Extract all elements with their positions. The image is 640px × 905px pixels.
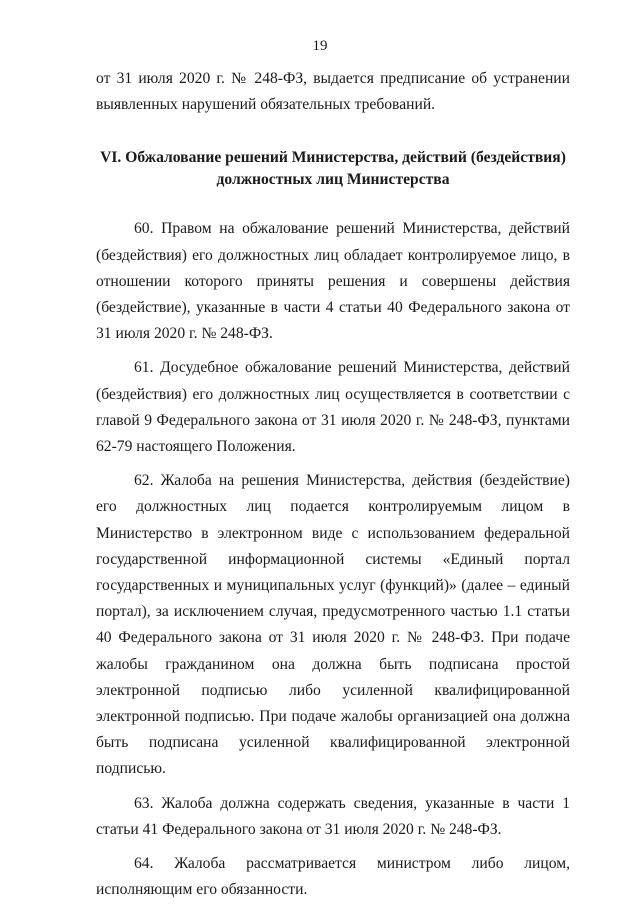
section-title-line-1: VI. Обжалование решений Министерства, действий (бездействия) — [100, 149, 566, 167]
paragraph-63: 63. Жалоба должна содержать сведения, указанные в части 1 статьи 41 Федерального закона от 31 июля 2020 г. № 248-ФЗ. — [96, 794, 570, 838]
paragraph-64: 64. Жалоба рассматривается министром либо лицом, исполняющим его обязанности. — [96, 855, 570, 899]
page-number: 19 — [312, 38, 328, 54]
document-body — [96, 66, 570, 903]
section-title — [96, 147, 570, 191]
intro-paragraph: от 31 июля 2020 г. № 248-ФЗ, выдается предписание об устранении выявленных нарушений обязательных требований. — [96, 70, 570, 114]
paragraph-62: 62. Жалоба на решения Министерства, действия (бездействие) его должностных лиц подается контролируемым лицом в Министерство в электронном виде с использованием федеральной государственной информационной системы «Единый портал государственных и муниципальных услуг (функций)» (далее – единый портал), за исключением случая, предусмотренного частью 1.1 статьи 40 Федерального закона от 31 июля 2020 г. № 248-ФЗ. При подаче жалобы гражданином она должна быть подписана простой электронной подписью либо усиленной квалифицированной электронной подписью. При подаче жалобы организацией она должна быть подписана усиленной квалифицированной электронной подписью. — [96, 472, 570, 778]
section-title-line-2: должностных лиц Министерства — [216, 171, 450, 189]
paragraph-60: 60. Правом на обжалование решений Министерства, действий (бездействия) его должностных лиц обладает контролируемое лицо, в отношении которого приняты решения и совершены действия (бездействие), указанные в части 4 статьи 40 Федерального закона от 31 июля 2020 г. № 248-ФЗ. — [96, 220, 570, 343]
paragraph-61: 61. Досудебное обжалование решений Министерства, действий (бездействия) его должностных лиц осуществляется в соответствии с главой 9 Федерального закона от 31 июля 2020 г. № 248-ФЗ, пунктами 62-79 настоящего Положения. — [96, 359, 570, 456]
